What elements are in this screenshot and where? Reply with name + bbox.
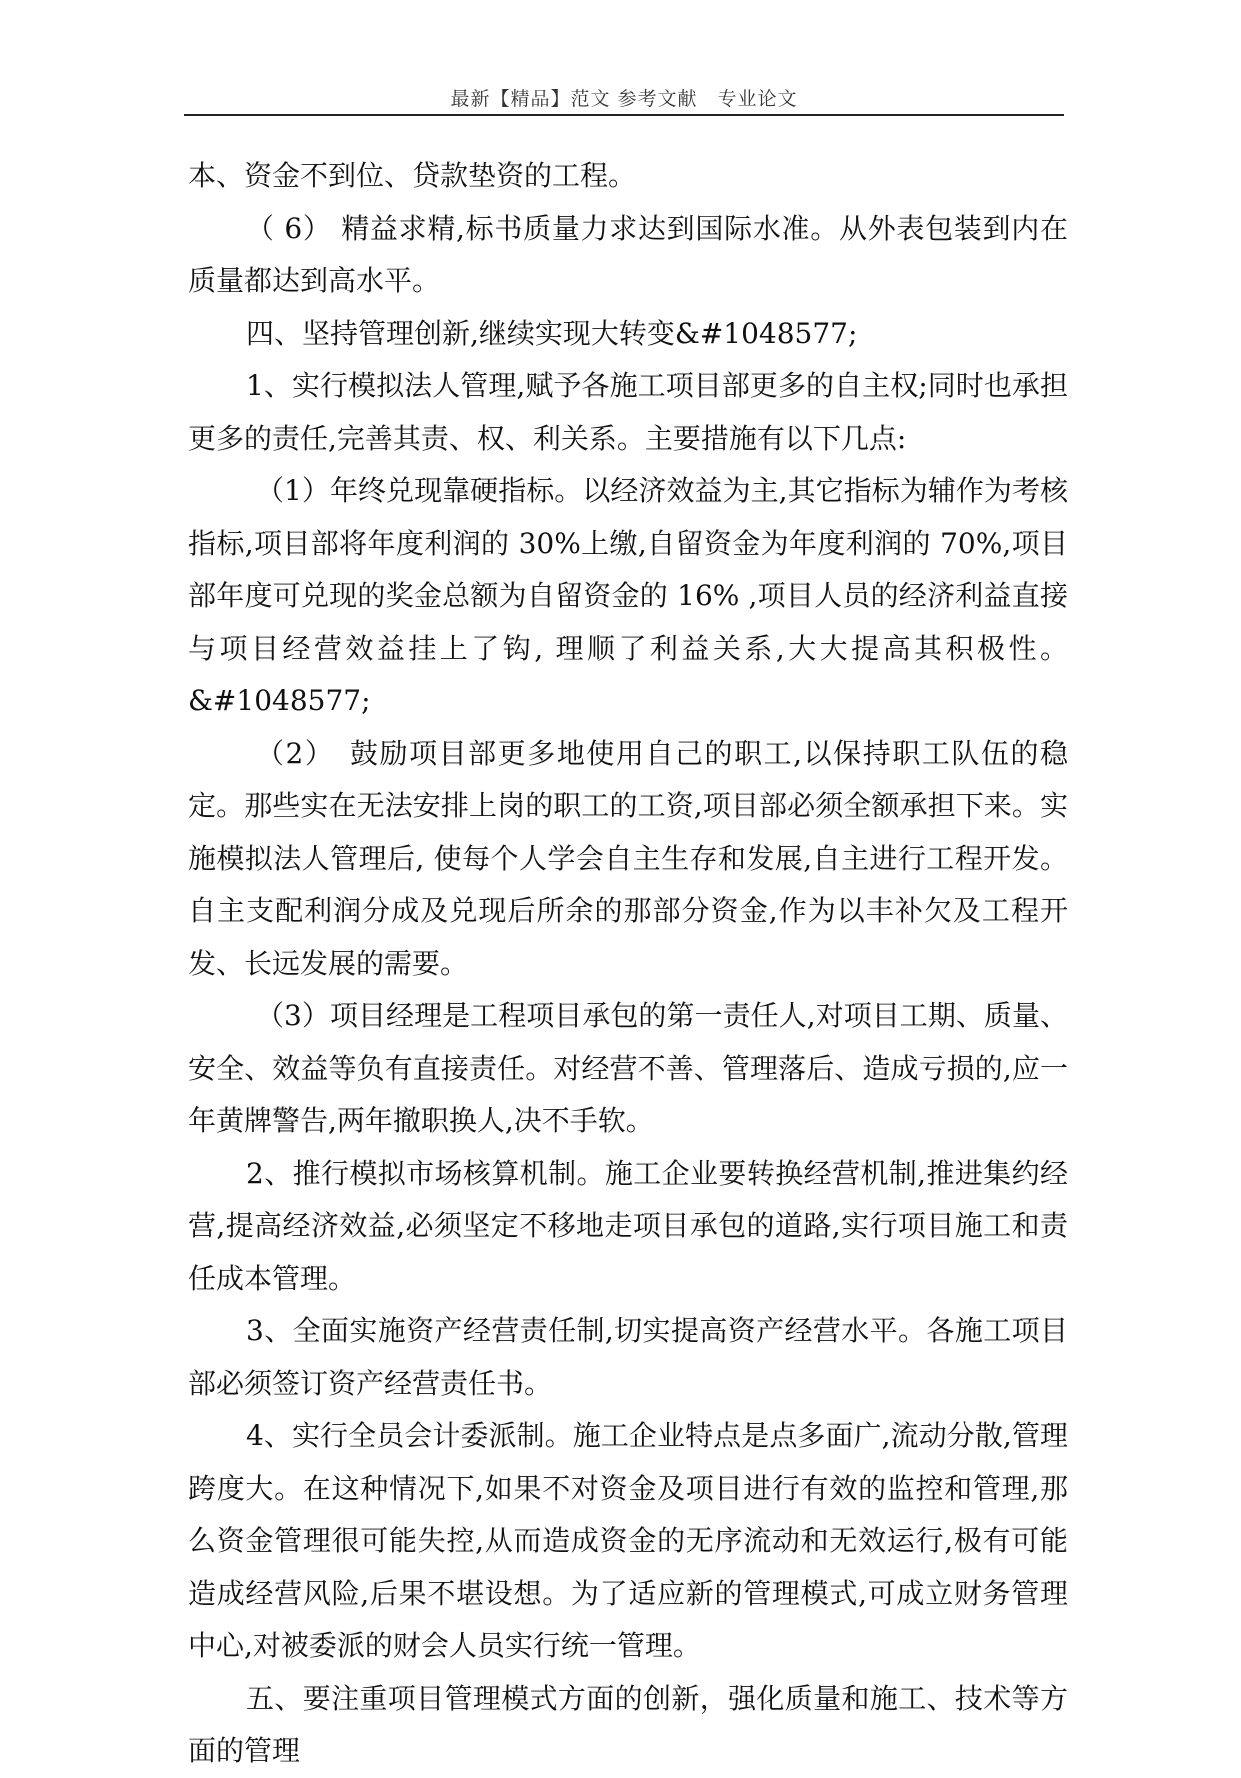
header-divider [184,114,1064,116]
paragraph-point-2: 2、推行模拟市场核算机制。施工企业要转换经营机制,推进集约经营,提高经济效益,必须坚定不移地走项目承包的道路,实行项目施工和责任成本管理。 [188,1156,1068,1295]
paragraph-subpoint-3: （3）项目经理是工程项目承包的第一责任人,对项目工期、质量、安全、效益等负有直接责任。对经营不善、管理落后、造成亏损的,应一年黄牌警告,两年撤职换人,决不手软。 [188,999,1068,1137]
paragraph-point-3: 3、全面实施资产经营责任制,切实提高资产经营水平。各施工项目部必须签订资产经营责任书。 [188,1314,1068,1400]
paragraph-item-6: （ 6） 精益求精,标书质量力求达到国际水准。从外表包装到内在质量都达到高水平。 [188,211,1068,297]
paragraph-point-1: 1、实行模拟法人管理,赋予各施工项目部更多的自主权;同时也承担更多的责任,完善其责、权、利关系。主要措施有以下几点: [188,369,1068,455]
section-heading-5: 五、要注重项目管理模式方面的创新，强化质量和施工、技术等方面的管理 [188,1681,1068,1767]
paragraph-subpoint-2: （2） 鼓励项目部更多地使用自己的职工,以保持职工队伍的稳定。那些实在无法安排上岗的职工的工资,项目部必须全额承担下来。实施模拟法人管理后, 使每个人学会自主生存和发展,自主进行工程开发。自主支配利润分成及兑现后所余的那部分资金,作为以丰补欠及工程开发、长远发展的需要。 [188,736,1068,980]
paragraph-subpoint-1: （1）年终兑现靠硬指标。以经济效益为主,其它指标为辅作为考核指标,项目部将年度利润的 30%上缴,自留资金为年度利润的 70%,项目部年度可兑现的奖金总额为自留资金的 16% ,项目人员的经济利益直接与项目经营效益挂上了钩, 理顺了利益关系,大大提高其积极性。&#1048577; [188,474,1068,717]
page-header: 最新【精品】范文 参考文献 专业论文 [450,88,798,110]
paragraph-continuation: 本、资金不到位、贷款垫资的工程。 [188,159,637,192]
paragraph-point-4: 4、实行全员会计委派制。施工企业特点是点多面广,流动分散,管理跨度大。在这种情况下,如果不对资金及项目进行有效的监控和管理,那么资金管理很可能失控,从而造成资金的无序流动和无效运行,极有可能造成经营风险,后果不堪设想。为了适应新的管理模式,可成立财务管理中心,对被委派的财会人员实行统一管理。 [188,1419,1068,1662]
document-body [188,150,1068,1778]
section-heading-4: 四、坚持管理创新,继续实现大转变&#1048577; [246,316,858,350]
